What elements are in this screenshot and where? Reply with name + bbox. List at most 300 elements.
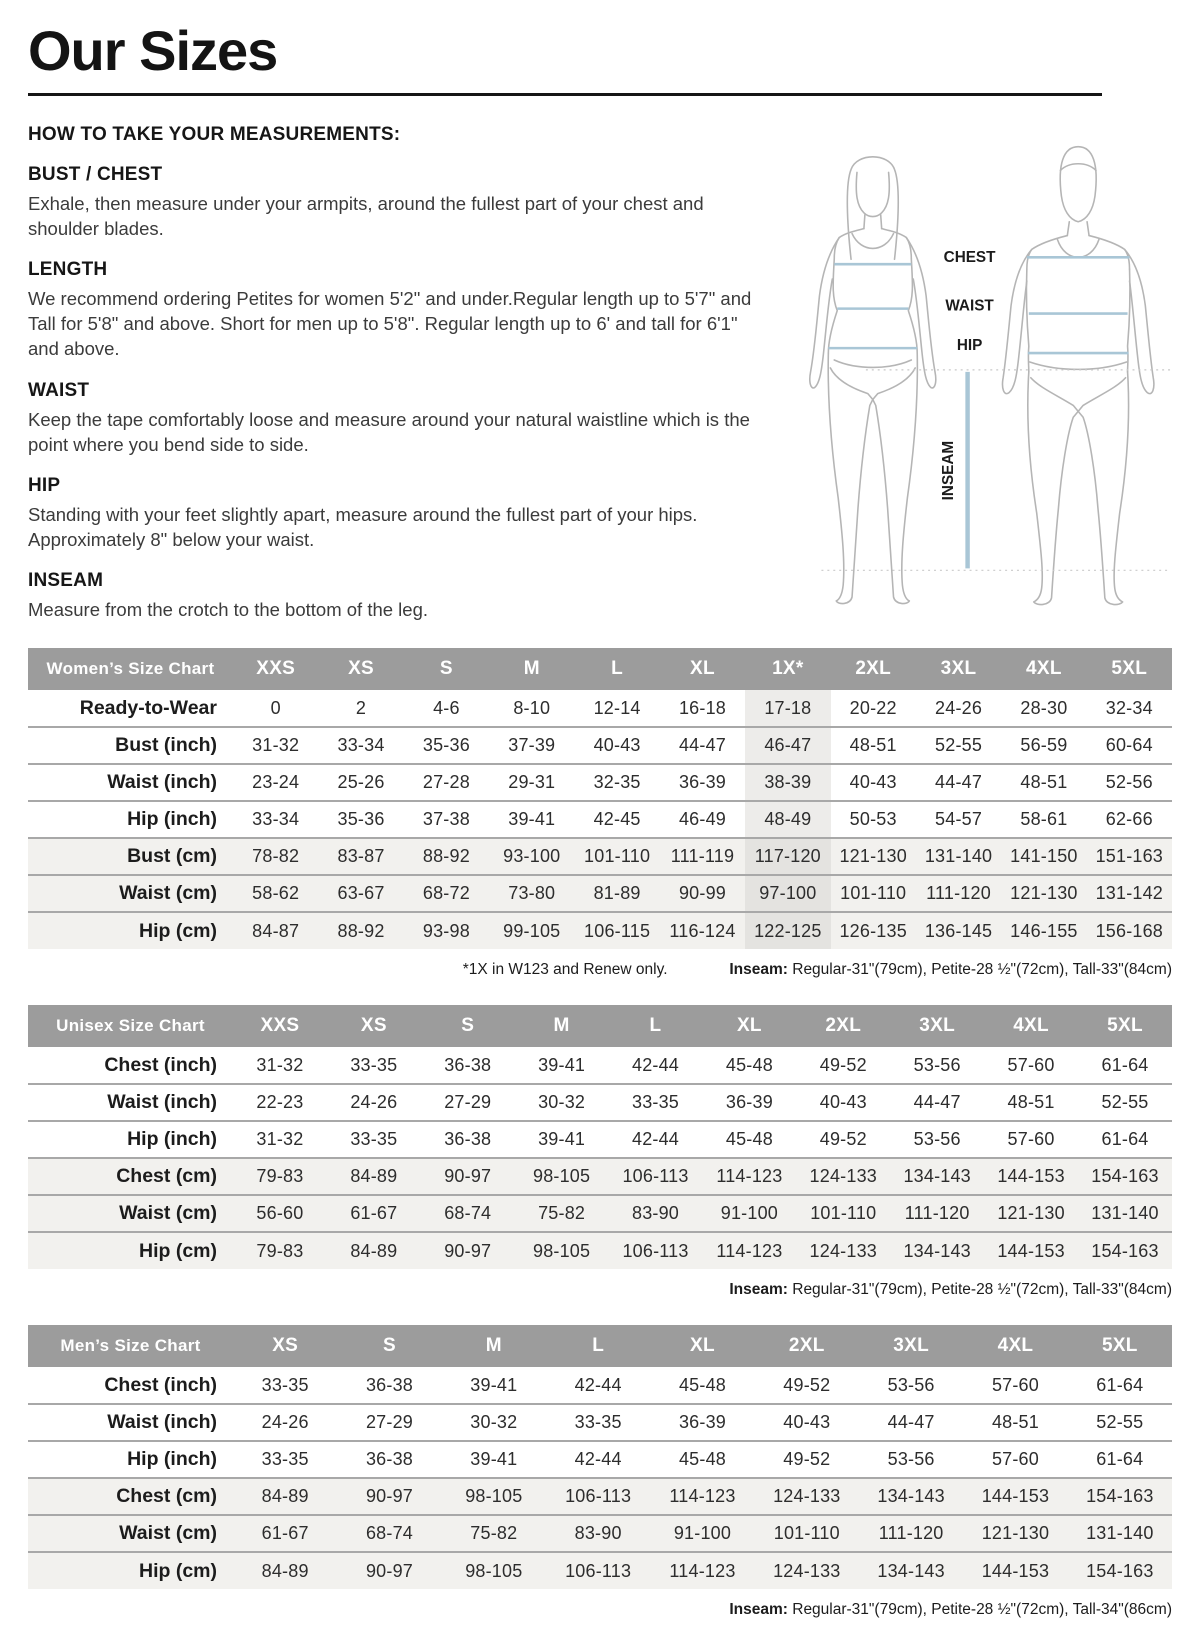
size-value-cell: 42-44 xyxy=(574,1374,622,1395)
size-value-cell: 106-113 xyxy=(546,1552,650,1589)
section-waist xyxy=(28,380,763,457)
section-body: Measure from the crotch to the bottom of the leg. xyxy=(28,599,429,621)
size-column-header: M xyxy=(515,1005,609,1047)
row-label: Chest (inch) xyxy=(104,1373,217,1396)
size-column-header: M xyxy=(442,1325,546,1367)
womens-size-chart-table-slot xyxy=(28,648,1172,949)
size-value-cell: 49-52 xyxy=(796,1121,890,1158)
size-value-cell: 84-89 xyxy=(327,1232,421,1269)
size-value-cell: 8-10 xyxy=(513,697,551,718)
size-value-cell: 141-150 xyxy=(1001,838,1086,875)
size-value-cell: 83-90 xyxy=(609,1195,703,1232)
size-value-cell: 20-22 xyxy=(849,697,897,718)
size-value-cell: 114-123 xyxy=(702,1158,796,1195)
size-value-cell: 17-18 xyxy=(745,690,830,727)
man-figure xyxy=(1003,146,1154,604)
inseam-footnote-text: Regular-31"(79cm), Petite-28 ½"(72cm), Tall-33"(84cm) xyxy=(787,961,1172,979)
size-column-header: L xyxy=(609,1005,703,1047)
size-value-cell: 124-133 xyxy=(755,1552,859,1589)
size-value-cell: 0 xyxy=(270,697,281,718)
size-value-cell: 75-82 xyxy=(442,1515,546,1552)
size-value-cell: 124-133 xyxy=(755,1478,859,1515)
size-value-cell: 52-55 xyxy=(916,727,1001,764)
size-value-cell: 90-97 xyxy=(337,1552,441,1589)
size-value-cell: 134-143 xyxy=(859,1478,963,1515)
size-value-cell: 91-100 xyxy=(650,1515,754,1552)
size-value-cell: 32-35 xyxy=(574,764,659,801)
size-value-cell: 52-56 xyxy=(1087,764,1172,801)
row-label: Hip (cm) xyxy=(28,912,233,949)
size-column-header: XL xyxy=(660,648,745,690)
size-column-header: S xyxy=(404,648,489,690)
size-value-cell: 101-110 xyxy=(574,838,659,875)
mens-size-chart-table-slot xyxy=(28,1325,1172,1589)
size-value-cell: 33-35 xyxy=(261,1374,309,1395)
table-row xyxy=(28,1552,1172,1589)
size-value-cell: 36-38 xyxy=(337,1441,441,1478)
size-value-cell: 44-47 xyxy=(859,1404,963,1441)
size-value-cell: 23-24 xyxy=(233,764,318,801)
footnote-inseam xyxy=(729,1281,1172,1299)
size-value-cell: 93-100 xyxy=(489,838,574,875)
row-label: Waist (inch) xyxy=(28,1404,233,1441)
size-column-header: XL xyxy=(702,1005,796,1047)
size-value-cell: 46-49 xyxy=(660,801,745,838)
size-value-cell: 46-47 xyxy=(745,727,830,764)
size-value-cell: 36-38 xyxy=(444,1054,492,1075)
size-value-cell: 126-135 xyxy=(831,912,916,949)
size-value-cell: 28-30 xyxy=(1020,697,1068,718)
size-column-header: XL xyxy=(650,1325,754,1367)
row-label: Waist (cm) xyxy=(28,1515,233,1552)
size-value-cell: 83-87 xyxy=(318,838,403,875)
table-row xyxy=(28,801,1172,838)
size-value-cell: 58-62 xyxy=(233,875,318,912)
size-value-cell: 63-67 xyxy=(318,875,403,912)
unisex-footnote xyxy=(28,1281,1172,1299)
size-value-cell: 42-44 xyxy=(546,1441,650,1478)
unisex-size-chart-table-slot xyxy=(28,1005,1172,1269)
size-column-header: 2XL xyxy=(831,648,916,690)
section-body: Standing with your feet slightly apart, measure around the fullest part of your hips. Approximately 8" below your waist. xyxy=(28,503,698,551)
size-value-cell: 68-74 xyxy=(421,1195,515,1232)
section-heading: HIP xyxy=(28,474,61,496)
title-divider xyxy=(28,93,1102,96)
page-title: Our Sizes xyxy=(28,19,278,82)
size-value-cell: 37-38 xyxy=(404,801,489,838)
size-value-cell: 88-92 xyxy=(404,838,489,875)
inseam-footnote-label: Inseam: xyxy=(729,1601,788,1619)
table-row xyxy=(28,1515,1172,1552)
size-value-cell: 42-44 xyxy=(609,1121,703,1158)
table-title: Women’s Size Chart xyxy=(28,648,233,690)
size-value-cell: 106-113 xyxy=(609,1158,703,1195)
size-value-cell: 124-133 xyxy=(796,1158,890,1195)
size-value-cell: 36-39 xyxy=(702,1084,796,1121)
size-column-header: 4XL xyxy=(1001,648,1086,690)
size-value-cell: 111-120 xyxy=(916,875,1001,912)
size-value-cell: 101-110 xyxy=(831,875,916,912)
size-value-cell: 36-38 xyxy=(421,1121,515,1158)
size-charts xyxy=(28,648,1172,1619)
size-value-cell: 114-123 xyxy=(650,1552,754,1589)
size-value-cell: 90-97 xyxy=(421,1232,515,1269)
size-value-cell: 49-52 xyxy=(755,1441,859,1478)
size-value-cell: 24-26 xyxy=(327,1084,421,1121)
row-label: Hip (inch) xyxy=(28,801,233,838)
size-value-cell: 146-155 xyxy=(1001,912,1086,949)
size-value-cell: 27-29 xyxy=(337,1404,441,1441)
size-value-cell: 36-39 xyxy=(660,764,745,801)
section-heading: INSEAM xyxy=(28,570,104,592)
row-label: Ready-to-Wear xyxy=(79,696,217,719)
size-value-cell: 114-123 xyxy=(650,1478,754,1515)
size-value-cell: 151-163 xyxy=(1087,838,1172,875)
size-value-cell: 39-41 xyxy=(489,801,574,838)
size-column-header: 5XL xyxy=(1087,648,1172,690)
womens-footnote xyxy=(28,961,1172,979)
table-row xyxy=(28,727,1172,764)
size-value-cell: 144-153 xyxy=(963,1478,1067,1515)
size-value-cell: 93-98 xyxy=(404,912,489,949)
size-value-cell: 31-32 xyxy=(256,1054,304,1075)
row-label: Waist (inch) xyxy=(28,1084,233,1121)
size-value-cell: 78-82 xyxy=(233,838,318,875)
size-value-cell: 44-47 xyxy=(890,1084,984,1121)
size-value-cell: 48-51 xyxy=(963,1404,1067,1441)
size-column-header: XS xyxy=(327,1005,421,1047)
size-value-cell: 124-133 xyxy=(796,1232,890,1269)
size-value-cell: 4-6 xyxy=(433,697,460,718)
size-value-cell: 48-51 xyxy=(1001,764,1086,801)
table-row xyxy=(28,690,1172,727)
size-value-cell: 154-163 xyxy=(1068,1478,1172,1515)
mens-size-chart-section xyxy=(28,1325,1172,1619)
size-value-cell: 48-51 xyxy=(831,727,916,764)
size-value-cell: 121-130 xyxy=(963,1515,1067,1552)
section-heading: BUST / CHEST xyxy=(28,163,163,185)
row-label: Hip (inch) xyxy=(28,1441,233,1478)
size-value-cell: 122-125 xyxy=(745,912,830,949)
size-value-cell: 40-43 xyxy=(796,1084,890,1121)
size-value-cell: 61-64 xyxy=(1068,1441,1172,1478)
row-label: Hip (inch) xyxy=(28,1121,233,1158)
size-value-cell: 111-120 xyxy=(859,1515,963,1552)
size-value-cell: 44-47 xyxy=(660,727,745,764)
size-value-cell: 33-35 xyxy=(546,1404,650,1441)
size-value-cell: 53-56 xyxy=(887,1374,935,1395)
size-value-cell: 12-14 xyxy=(593,697,641,718)
body-measurement-diagram xyxy=(777,110,1172,623)
size-value-cell: 52-55 xyxy=(1078,1084,1172,1121)
inseam-footnote-label: Inseam: xyxy=(729,1281,788,1299)
womens-size-chart-section xyxy=(28,648,1172,979)
table-row xyxy=(28,1047,1172,1084)
section-inseam xyxy=(28,570,763,622)
row-label: Chest (cm) xyxy=(28,1158,233,1195)
table-title: Men’s Size Chart xyxy=(28,1325,233,1367)
size-value-cell: 68-72 xyxy=(404,875,489,912)
size-value-cell: 42-44 xyxy=(631,1054,680,1075)
size-value-cell: 106-113 xyxy=(546,1478,650,1515)
row-label: Hip (cm) xyxy=(28,1232,233,1269)
size-column-header: 3XL xyxy=(916,648,1001,690)
size-table xyxy=(28,648,1172,949)
table-row xyxy=(28,764,1172,801)
woman-figure xyxy=(810,157,936,604)
size-column-header: XXS xyxy=(233,1005,327,1047)
figures-illustration xyxy=(777,110,1172,610)
size-column-header: 5XL xyxy=(1068,1325,1172,1367)
size-value-cell: 144-153 xyxy=(963,1552,1067,1589)
size-value-cell: 45-48 xyxy=(678,1374,726,1395)
size-value-cell: 106-115 xyxy=(574,912,659,949)
size-value-cell: 53-56 xyxy=(890,1121,984,1158)
size-value-cell: 101-110 xyxy=(755,1515,859,1552)
section-length xyxy=(28,259,763,361)
size-value-cell: 24-26 xyxy=(935,697,983,718)
table-row xyxy=(28,1441,1172,1478)
size-value-cell: 144-153 xyxy=(984,1158,1078,1195)
table-row xyxy=(28,1084,1172,1121)
size-value-cell: 114-123 xyxy=(702,1232,796,1269)
size-value-cell: 37-39 xyxy=(489,727,574,764)
row-label: Waist (cm) xyxy=(28,1195,233,1232)
size-value-cell: 98-105 xyxy=(442,1552,546,1589)
footnote-inseam xyxy=(729,1601,1172,1619)
row-label: Waist (inch) xyxy=(28,764,233,801)
size-value-cell: 84-87 xyxy=(233,912,318,949)
size-value-cell: 48-51 xyxy=(984,1084,1078,1121)
size-value-cell: 33-35 xyxy=(327,1121,421,1158)
size-value-cell: 154-163 xyxy=(1078,1158,1172,1195)
footnote-note: *1X in W123 and Renew only. xyxy=(462,961,668,979)
size-value-cell: 101-110 xyxy=(796,1195,890,1232)
section-body: Exhale, then measure under your armpits, around the fullest part of your chest and shoulder blades. xyxy=(28,192,704,239)
size-value-cell: 39-41 xyxy=(538,1054,586,1075)
size-value-cell: 16-18 xyxy=(678,697,726,718)
size-value-cell: 91-100 xyxy=(702,1195,796,1232)
table-row xyxy=(28,875,1172,912)
size-value-cell: 52-55 xyxy=(1068,1404,1172,1441)
inseam-footnote-text: Regular-31"(79cm), Petite-28 ½"(72cm), Tall-33"(84cm) xyxy=(787,1281,1172,1299)
size-value-cell: 30-32 xyxy=(515,1084,609,1121)
how-to-text-column xyxy=(28,124,763,623)
size-value-cell: 61-64 xyxy=(1096,1374,1144,1395)
size-value-cell: 31-32 xyxy=(233,1121,327,1158)
size-value-cell: 121-130 xyxy=(831,838,916,875)
table-row xyxy=(28,1121,1172,1158)
size-column-header: M xyxy=(489,648,574,690)
size-value-cell: 111-119 xyxy=(660,838,745,875)
size-value-cell: 42-45 xyxy=(574,801,659,838)
size-value-cell: 98-105 xyxy=(515,1232,609,1269)
size-value-cell: 154-163 xyxy=(1068,1552,1172,1589)
size-value-cell: 2 xyxy=(355,697,367,718)
size-value-cell: 90-99 xyxy=(660,875,745,912)
size-value-cell: 57-60 xyxy=(963,1441,1067,1478)
row-label: Bust (inch) xyxy=(28,727,233,764)
size-column-header: 2XL xyxy=(755,1325,859,1367)
row-label: Hip (cm) xyxy=(28,1552,233,1589)
table-row xyxy=(28,838,1172,875)
table-row xyxy=(28,1158,1172,1195)
size-value-cell: 56-60 xyxy=(233,1195,327,1232)
size-value-cell: 30-32 xyxy=(442,1404,546,1441)
size-value-cell: 45-48 xyxy=(725,1054,773,1075)
size-value-cell: 121-130 xyxy=(1001,875,1086,912)
size-value-cell: 144-153 xyxy=(984,1232,1078,1269)
size-value-cell: 156-168 xyxy=(1087,912,1172,949)
mens-footnote xyxy=(28,1601,1172,1619)
size-value-cell: 39-41 xyxy=(515,1121,609,1158)
size-column-header: 5XL xyxy=(1078,1005,1172,1047)
section-heading: LENGTH xyxy=(28,259,108,281)
size-value-cell: 57-60 xyxy=(1007,1054,1055,1075)
hip-label: HIP xyxy=(956,336,983,354)
row-label: Chest (cm) xyxy=(28,1478,233,1515)
unisex-size-chart-section xyxy=(28,1005,1172,1299)
size-value-cell: 35-36 xyxy=(318,801,403,838)
size-column-header: L xyxy=(574,648,659,690)
inseam-footnote-label: Inseam: xyxy=(729,961,788,979)
size-value-cell: 24-26 xyxy=(233,1404,337,1441)
size-value-cell: 61-67 xyxy=(327,1195,421,1232)
size-value-cell: 58-61 xyxy=(1001,801,1086,838)
size-value-cell: 27-29 xyxy=(421,1084,515,1121)
table-row xyxy=(28,912,1172,949)
row-label: Chest (inch) xyxy=(104,1053,217,1076)
size-value-cell: 61-67 xyxy=(233,1515,337,1552)
size-value-cell: 36-38 xyxy=(365,1374,414,1395)
footnote-inseam xyxy=(729,961,1172,979)
size-value-cell: 62-66 xyxy=(1087,801,1172,838)
inseam-label: INSEAM xyxy=(939,440,957,501)
size-value-cell: 116-124 xyxy=(660,912,745,949)
size-value-cell: 57-60 xyxy=(984,1121,1078,1158)
size-value-cell: 99-105 xyxy=(489,912,574,949)
size-column-header: XS xyxy=(318,648,403,690)
measurement-guide xyxy=(28,124,1172,623)
size-value-cell: 136-145 xyxy=(916,912,1001,949)
size-column-header: 4XL xyxy=(963,1325,1067,1367)
size-value-cell: 53-56 xyxy=(859,1441,963,1478)
size-value-cell: 53-56 xyxy=(913,1054,961,1075)
size-value-cell: 98-105 xyxy=(442,1478,546,1515)
section-bust-chest xyxy=(28,164,763,241)
size-value-cell: 38-39 xyxy=(745,764,830,801)
size-value-cell: 39-41 xyxy=(470,1374,518,1395)
size-value-cell: 154-163 xyxy=(1078,1232,1172,1269)
size-value-cell: 111-120 xyxy=(890,1195,984,1232)
size-value-cell: 33-35 xyxy=(350,1054,398,1075)
size-value-cell: 32-34 xyxy=(1105,697,1153,718)
row-label: Bust (cm) xyxy=(28,838,233,875)
size-value-cell: 45-48 xyxy=(702,1121,796,1158)
size-value-cell: 131-140 xyxy=(1068,1515,1172,1552)
size-value-cell: 22-23 xyxy=(233,1084,327,1121)
size-value-cell: 68-74 xyxy=(337,1515,441,1552)
size-value-cell: 75-82 xyxy=(515,1195,609,1232)
size-value-cell: 54-57 xyxy=(916,801,1001,838)
waist-label: WAIST xyxy=(945,297,994,315)
size-value-cell: 79-83 xyxy=(233,1158,327,1195)
size-value-cell: 57-60 xyxy=(991,1374,1039,1395)
size-column-header: 3XL xyxy=(890,1005,984,1047)
size-value-cell: 90-97 xyxy=(421,1158,515,1195)
inseam-footnote-text: Regular-31"(79cm), Petite-28 ½"(72cm), Tall-34"(86cm) xyxy=(787,1601,1172,1619)
row-label: Waist (cm) xyxy=(28,875,233,912)
size-value-cell: 49-52 xyxy=(783,1374,831,1395)
size-value-cell: 131-142 xyxy=(1087,875,1172,912)
size-table xyxy=(28,1325,1172,1589)
size-value-cell: 84-89 xyxy=(327,1158,421,1195)
size-value-cell: 61-64 xyxy=(1078,1121,1172,1158)
size-value-cell: 134-143 xyxy=(890,1158,984,1195)
size-value-cell: 35-36 xyxy=(404,727,489,764)
chest-label: CHEST xyxy=(943,249,996,267)
size-value-cell: 81-89 xyxy=(574,875,659,912)
size-value-cell: 40-43 xyxy=(831,764,916,801)
size-column-header: XXS xyxy=(233,648,318,690)
size-value-cell: 121-130 xyxy=(984,1195,1078,1232)
size-value-cell: 36-39 xyxy=(650,1404,754,1441)
table-row xyxy=(28,1195,1172,1232)
size-value-cell: 31-32 xyxy=(233,727,318,764)
size-value-cell: 27-28 xyxy=(404,764,489,801)
size-value-cell: 25-26 xyxy=(318,764,403,801)
size-value-cell: 29-31 xyxy=(489,764,574,801)
size-value-cell: 60-64 xyxy=(1087,727,1172,764)
table-row xyxy=(28,1367,1172,1404)
size-value-cell: 79-83 xyxy=(233,1232,327,1269)
size-column-header: 1X* xyxy=(745,648,830,690)
size-value-cell: 88-92 xyxy=(318,912,403,949)
size-value-cell: 49-52 xyxy=(819,1054,867,1075)
section-hip xyxy=(28,475,763,552)
size-value-cell: 44-47 xyxy=(916,764,1001,801)
size-value-cell: 106-113 xyxy=(609,1232,703,1269)
size-value-cell: 97-100 xyxy=(745,875,830,912)
size-column-header: L xyxy=(546,1325,650,1367)
size-value-cell: 48-49 xyxy=(745,801,830,838)
size-value-cell: 40-43 xyxy=(574,727,659,764)
size-value-cell: 61-64 xyxy=(1101,1054,1149,1075)
size-value-cell: 131-140 xyxy=(916,838,1001,875)
size-value-cell: 83-90 xyxy=(546,1515,650,1552)
size-value-cell: 117-120 xyxy=(745,838,830,875)
table-row xyxy=(28,1232,1172,1269)
size-value-cell: 90-97 xyxy=(337,1478,441,1515)
size-value-cell: 134-143 xyxy=(859,1552,963,1589)
table-title: Unisex Size Chart xyxy=(28,1005,233,1047)
section-heading: WAIST xyxy=(28,379,90,401)
size-column-header: 3XL xyxy=(859,1325,963,1367)
size-value-cell: 33-35 xyxy=(233,1441,337,1478)
size-value-cell: 84-89 xyxy=(233,1478,337,1515)
table-row xyxy=(28,1478,1172,1515)
size-value-cell: 98-105 xyxy=(515,1158,609,1195)
size-value-cell: 33-34 xyxy=(233,801,318,838)
size-value-cell: 33-35 xyxy=(609,1084,703,1121)
size-column-header: 4XL xyxy=(984,1005,1078,1047)
size-value-cell: 84-89 xyxy=(233,1552,337,1589)
size-value-cell: 40-43 xyxy=(755,1404,859,1441)
size-value-cell: 56-59 xyxy=(1001,727,1086,764)
size-value-cell: 33-34 xyxy=(318,727,403,764)
size-value-cell: 134-143 xyxy=(890,1232,984,1269)
size-value-cell: 39-41 xyxy=(442,1441,546,1478)
